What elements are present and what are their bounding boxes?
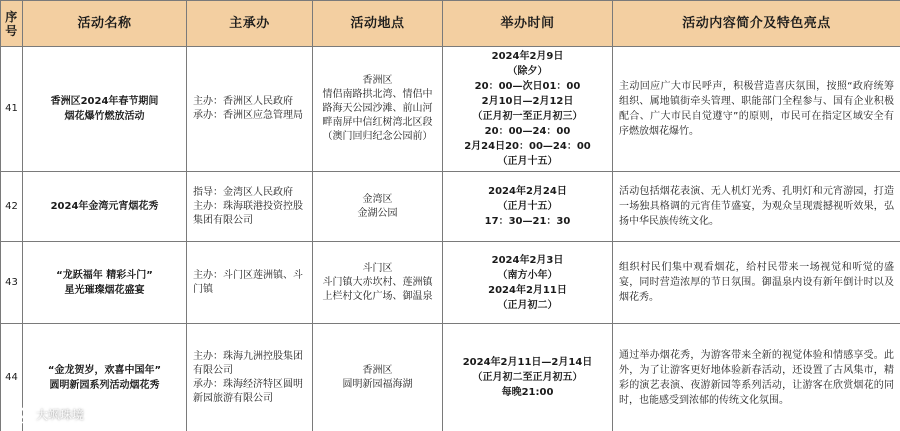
header-venue: 活动地点	[313, 1, 443, 47]
cell-organizer-line: 主办：珠海联港投资控股	[193, 200, 303, 212]
cell-organizer	[187, 47, 313, 172]
cell-name-line: 2024年金湾元宵烟花秀	[50, 201, 159, 212]
cell-organizer-line: 集团有限公司	[193, 214, 253, 226]
cell-name-line: 星光璀璨烟花盛宴	[64, 284, 145, 296]
cell-name-line: 香洲区2024年春节期间	[50, 96, 159, 107]
cell-venue-line: 金湾区	[362, 193, 393, 205]
cell-seq: 41	[1, 47, 23, 172]
cell-name-line: 烟花爆竹燃放活动	[64, 111, 145, 122]
cell-time	[443, 172, 613, 242]
cell-time-line: 20：00—24：00	[484, 126, 571, 137]
cell-venue-line: 圆明新园福海湖	[342, 378, 413, 390]
cell-venue	[313, 324, 443, 431]
cell-venue	[313, 242, 443, 324]
cell-organizer-line: 指导：金湾区人民政府	[193, 186, 293, 198]
cell-name	[23, 324, 187, 431]
cell-time-line: 2月24日20：00—24：00	[464, 141, 591, 152]
cell-time-line: （正月初二）	[497, 299, 558, 311]
cell-desc-line: 通过举办烟花秀，为游客带来全新的视觉体验和情感享受。此外，为了让游客更好地体验新春活动，还设置了古风集市，精彩的演艺表演、夜游新园等系列活动，让游客在欣赏烟花的同时，也能感受到浓郁的传统文化氛围。	[619, 349, 894, 406]
cell-name-line: “金龙贺岁，欢喜中国年”	[47, 364, 162, 376]
cell-time-line: （除夕）	[507, 66, 548, 77]
cell-desc	[613, 172, 900, 242]
cell-name-line: 圆明新园系列活动烟花秀	[49, 379, 160, 391]
header-organizer: 主承办	[187, 1, 313, 47]
cell-desc-line: 主动回应广大市民呼声，积极营造喜庆氛围，按照“政府统筹组织、属地镇街牵头管理、职能部门全程参与、国有企业积极配合、广大市民自觉遵守”的原则，市民可在指定区域安全有序燃放烟花爆竹。	[619, 81, 894, 137]
cell-time-line: （正月十五）	[497, 156, 558, 167]
cell-venue-line: 香洲区	[362, 364, 393, 376]
cell-organizer-line: 新园旅游有限公司	[193, 392, 273, 404]
cell-organizer-line: 承办：香洲区应急管理局	[193, 110, 303, 121]
cell-name	[23, 242, 187, 324]
cell-time-line: 17：30—21：30	[484, 216, 571, 227]
cell-desc-line: 活动包括烟花表演、无人机灯光秀、孔明灯和元宵游园，打造一场独具格调的元宵佳节盛宴，为观众呈现震撼视听效果，弘扬中华民族传统文化。	[619, 186, 894, 227]
cell-time-line: 2024年2月11日—2月14日	[462, 357, 593, 368]
cell-organizer	[187, 242, 313, 324]
cell-name	[23, 47, 187, 172]
header-desc: 活动内容简介及特色亮点	[613, 1, 900, 47]
cell-time-line: 2024年2月3日	[491, 254, 564, 266]
cell-venue-line: 斗门镇大赤坎村、莲洲镇	[322, 276, 433, 288]
cell-venue-line: （澳门回归纪念公园前）	[322, 131, 433, 142]
cell-time	[443, 47, 613, 172]
cell-desc-line: 组织村民们集中观看烟花，给村民带来一场视觉和听觉的盛宴，同时营造浓厚的节日氛围。御温泉内设有新年倒计时以及烟花秀。	[619, 262, 894, 303]
cell-name	[23, 172, 187, 242]
table-row	[1, 172, 900, 242]
cell-venue-line: 金湖公园	[357, 207, 398, 219]
cell-venue-line: 斗门区	[362, 262, 393, 274]
cell-venue-line: 畔南屏中信红树湾北区段	[322, 117, 433, 128]
cell-venue-line: 上栏村文化广场、御温泉	[322, 290, 433, 302]
watermark-text: 大飒珠境	[36, 407, 85, 422]
cell-time-line: （南方小年）	[497, 269, 558, 281]
cell-name-line: “龙跃福年 精彩斗门”	[56, 269, 153, 281]
cell-venue-line: 情侣南路拱北湾、情侣中	[322, 89, 433, 100]
cell-time	[443, 242, 613, 324]
cell-venue	[313, 47, 443, 172]
cell-seq: 44	[1, 324, 23, 431]
table-row	[1, 47, 900, 172]
cell-time	[443, 324, 613, 431]
table-header-row	[1, 1, 900, 47]
cell-organizer-line: 主办：斗门区莲洲镇、斗	[193, 269, 303, 281]
cell-time-line: 2024年2月24日	[488, 186, 567, 197]
cell-time-line: 2024年2月11日	[488, 284, 567, 296]
header-name: 活动名称	[23, 1, 187, 47]
cell-venue	[313, 172, 443, 242]
cell-seq: 43	[1, 242, 23, 324]
cell-time-line: （正月初一至正月初三）	[472, 111, 583, 122]
header-seq: 序号	[1, 1, 23, 47]
table-row	[1, 242, 900, 324]
cell-organizer-line: 主办：珠海九洲控股集团	[193, 350, 303, 362]
cell-desc	[613, 242, 900, 324]
cell-venue-line: 香洲区	[362, 75, 393, 86]
table-row	[1, 324, 900, 431]
cell-time-line: 2月10日—2月12日	[481, 96, 574, 107]
cell-organizer-line: 主办：香洲区人民政府	[193, 96, 293, 107]
cell-seq: 42	[1, 172, 23, 242]
cell-time-line: 每晚21:00	[501, 387, 554, 398]
cell-desc	[613, 324, 900, 431]
cell-time-line: （正月十五）	[497, 201, 558, 212]
cell-organizer	[187, 172, 313, 242]
cell-organizer-line: 承办：珠海经济特区圆明	[193, 378, 303, 390]
cell-organizer-line: 门镇	[193, 283, 213, 295]
cell-desc	[613, 47, 900, 172]
cell-venue-line: 路海天公园沙滩、前山河	[322, 103, 433, 114]
cell-organizer	[187, 324, 313, 431]
header-time: 举办时间	[443, 1, 613, 47]
cell-organizer-line: 有限公司	[193, 364, 233, 376]
cell-time-line: （正月初二至正月初五）	[472, 372, 583, 383]
cell-time-line: 20：00—次日01：00	[474, 81, 581, 92]
cell-time-line: 2024年2月9日	[491, 51, 564, 62]
